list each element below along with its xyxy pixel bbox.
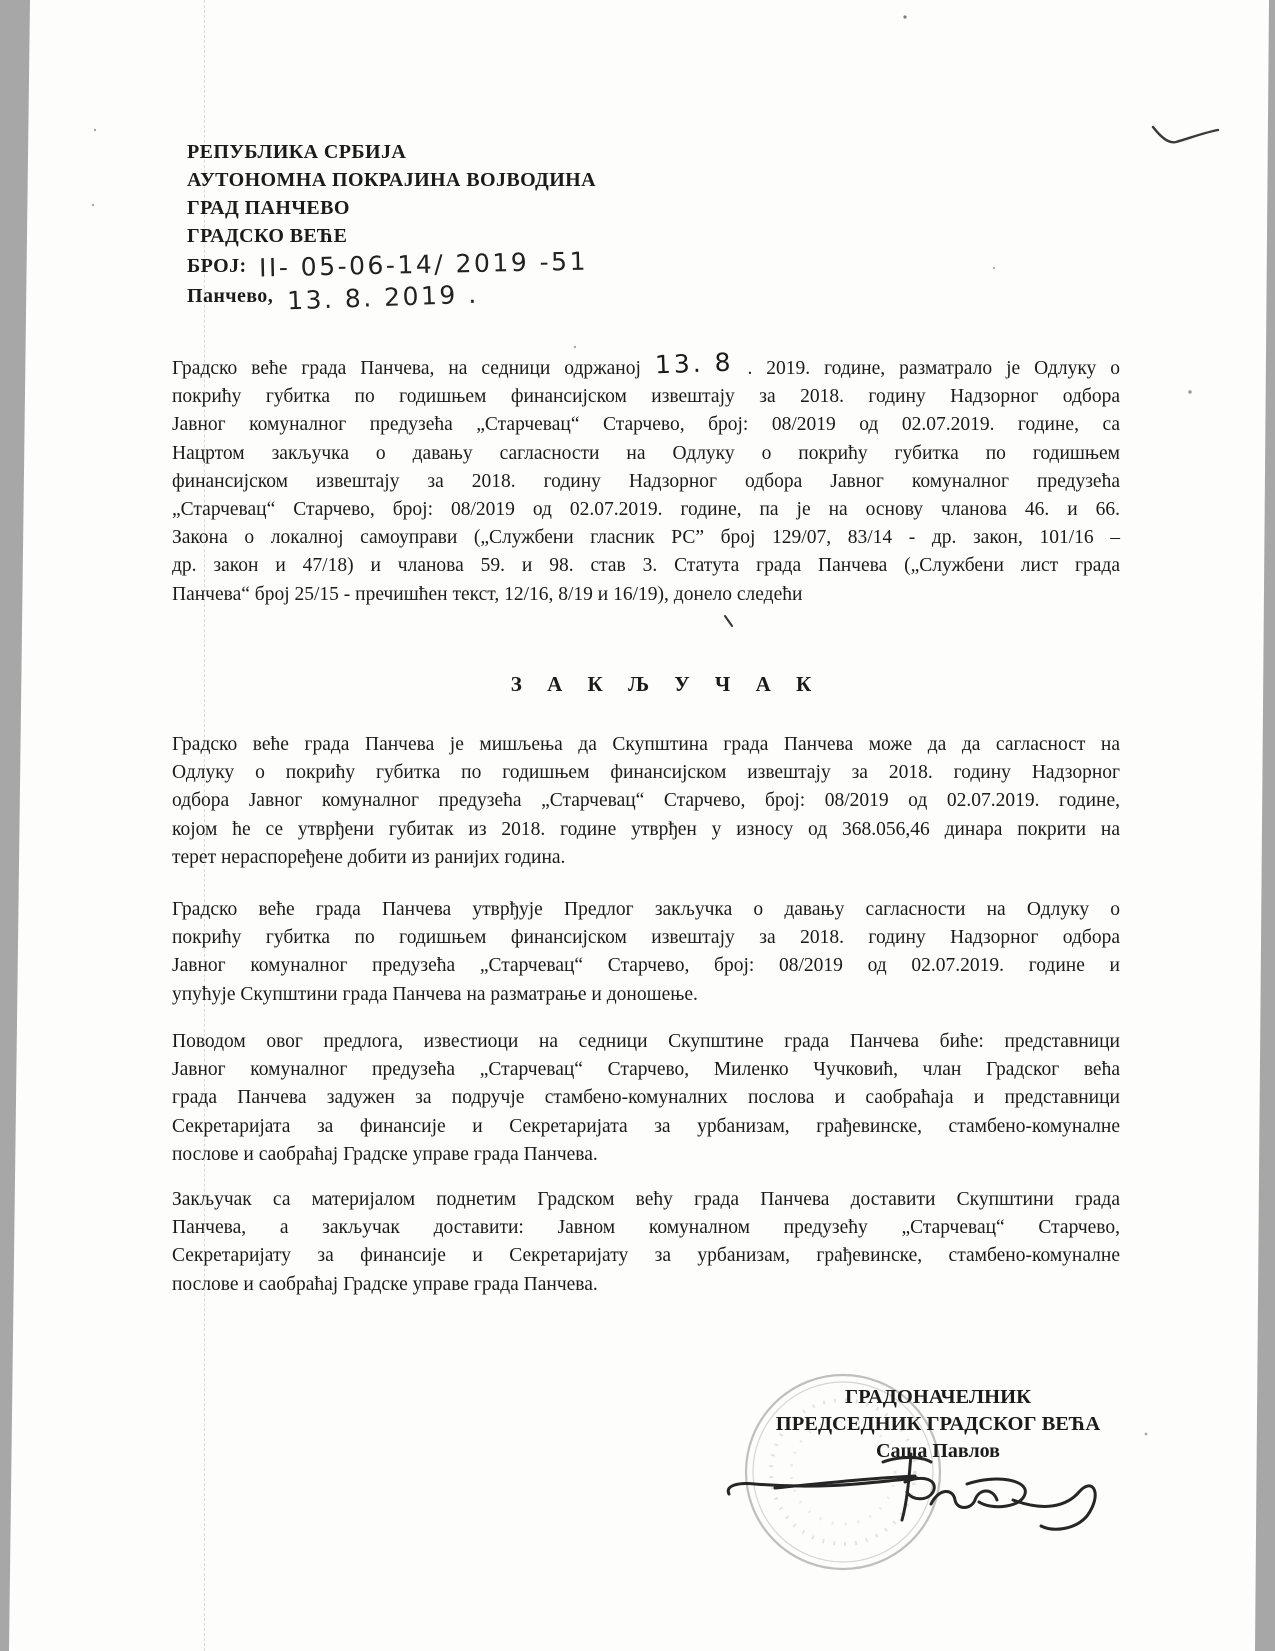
handwritten-date-inline: 13. 8 bbox=[654, 347, 734, 380]
text-line: послове и саобраћај Градске управе града Панчева. bbox=[172, 1143, 598, 1165]
printed-text: Градско веће града Панчева, на седници одржаној bbox=[172, 358, 655, 379]
signer-function-2: ПРЕДСЕДНИК ГРАДСКОГ ВЕЋА bbox=[775, 1413, 1101, 1435]
paragraph-opinion bbox=[172, 731, 1120, 872]
text-line: одбора Јавног комуналног предузећа „Старчевац“ Старчево, број: 08/2019 од 02.07.2019. године, bbox=[172, 790, 1120, 812]
document-header bbox=[187, 138, 596, 316]
header-republic: РЕПУБЛИКА СРБИЈА bbox=[187, 141, 407, 163]
document-number-line bbox=[187, 246, 596, 283]
printed-text: . 2019. године, разматрало је Одлуку о bbox=[733, 358, 1120, 379]
text-line: послове и саобраћај Градске управе града Панчева. bbox=[172, 1273, 598, 1295]
scan-edge-right bbox=[1253, 0, 1275, 1651]
paragraph-rapporteurs bbox=[172, 1028, 1120, 1169]
text-line: града Панчева задужен за подручје стамбено-комуналних послова и саобраћаја и представници bbox=[172, 1087, 1120, 1109]
header-province: АУТОНОМНА ПОКРАЈИНА ВОЈВОДИНА bbox=[187, 169, 596, 191]
number-label: БРОЈ: bbox=[187, 255, 247, 277]
text-line: Секретаријату за финансије и Секретаријату за урбанизам, грађевинске, стамбено-комуналне bbox=[172, 1245, 1120, 1267]
place-label: Панчево, bbox=[187, 285, 274, 307]
text-line: Јавног комуналног предузећа „Старчевац“ Старчево, број: 08/2019 од 02.07.2019. године и bbox=[172, 955, 1120, 977]
text-line: Закључак са материјалом поднетим Градском већу града Панчева доставити Скупштини града bbox=[172, 1189, 1120, 1210]
text-line: упућује Скупштини града Панчева на разматрање и доношење. bbox=[172, 983, 698, 1005]
signer-function-1: ГРАДОНАЧЕЛНИК bbox=[845, 1386, 1031, 1408]
handwritten-date: 13. 8. 2019 . bbox=[286, 279, 480, 316]
text-line: Панчева, а закључак доставити: Јавном комуналном предузећу „Старчевац“ Старчево, bbox=[172, 1217, 1120, 1239]
text-line: Панчева“ број 25/15 - пречишћен текст, 12/16, 8/19 и 16/19), донело следећи bbox=[172, 583, 803, 605]
text-line: др. закон и 47/18) и чланова 59. и 98. став 3. Статута града Панчева („Службени лист града bbox=[172, 555, 1120, 577]
pen-mark-icon bbox=[1148, 118, 1223, 152]
text-line: Закона о локалној самоуправи („Службени гласник РС” број 129/07, 83/14 - др. закон, 101/16 – bbox=[172, 527, 1120, 549]
document-title: З А К Љ У Ч А К bbox=[510, 672, 822, 697]
signature-block bbox=[742, 1384, 1134, 1465]
text-line bbox=[172, 347, 1120, 383]
signer-name: Саша Павлов bbox=[876, 1440, 1000, 1462]
text-line: Јавног комуналног предузећа „Старчевац“ Старчево, Миленко Чучковић, члан Градског већа bbox=[172, 1059, 1120, 1081]
paragraph-delivery bbox=[172, 1186, 1120, 1299]
text-line: Јавног комуналног предузећа „Старчевац“ Старчево, број: 08/2019 од 02.07.2019. године, са bbox=[172, 414, 1120, 436]
header-council: ГРАДСКО ВЕЋЕ bbox=[187, 225, 348, 247]
scan-edge-left bbox=[0, 0, 30, 1651]
paragraph-preamble bbox=[172, 347, 1120, 609]
text-line: покрићу губитка по годишњем финансијском извештају за 2018. годину Надзорног одбора bbox=[172, 927, 1120, 949]
text-line: финансијском извештају за 2018. годину Надзорног одбора Јавног комуналног предузећа bbox=[172, 470, 1120, 492]
handwritten-document-number: II- 05-06-14/ 2019 -51 bbox=[258, 246, 588, 283]
text-line: Одлуку о покрићу губитка по годишњем финансијском извештају за 2018. годину Надзорног bbox=[172, 762, 1120, 784]
text-line: Нацртом закључка о давању сагласности на Одлуку о покрићу губитка по годишњем bbox=[172, 442, 1120, 464]
text-line: покрићу губитка по годишњем финансијском извештају за 2018. годину Надзорног одбора bbox=[172, 386, 1120, 408]
text-line: Поводом овог предлога, известиоци на седници Скупштине града Панчева биће: представници bbox=[172, 1031, 1120, 1052]
header-city: ГРАД ПАНЧЕВО bbox=[187, 197, 350, 219]
text-line: којом ће се утврђени губитак из 2018. године утврђен у износу од 368.056,46 динара покрити на bbox=[172, 818, 1120, 840]
text-line: Секретаријата за финансије и Секретаријата за урбанизам, грађевинске, стамбено-комуналне bbox=[172, 1115, 1120, 1137]
paragraph-proposal bbox=[172, 896, 1120, 1009]
text-line: Градско веће града Панчева утврђује Предлог закључка о давању сагласности на Одлуку о bbox=[172, 899, 1120, 920]
text-line: Градско веће града Панчева је мишљења да Скупштина града Панчева може да да сагласност на bbox=[172, 734, 1120, 755]
place-date-line bbox=[187, 279, 596, 316]
text-line: терет нераспоређене добити из ранијих година. bbox=[172, 846, 566, 868]
text-line: „Старчевац“ Старчево, број: 08/2019 од 02.07.2019. године, па је на основу чланова 46. и 66. bbox=[172, 499, 1120, 521]
